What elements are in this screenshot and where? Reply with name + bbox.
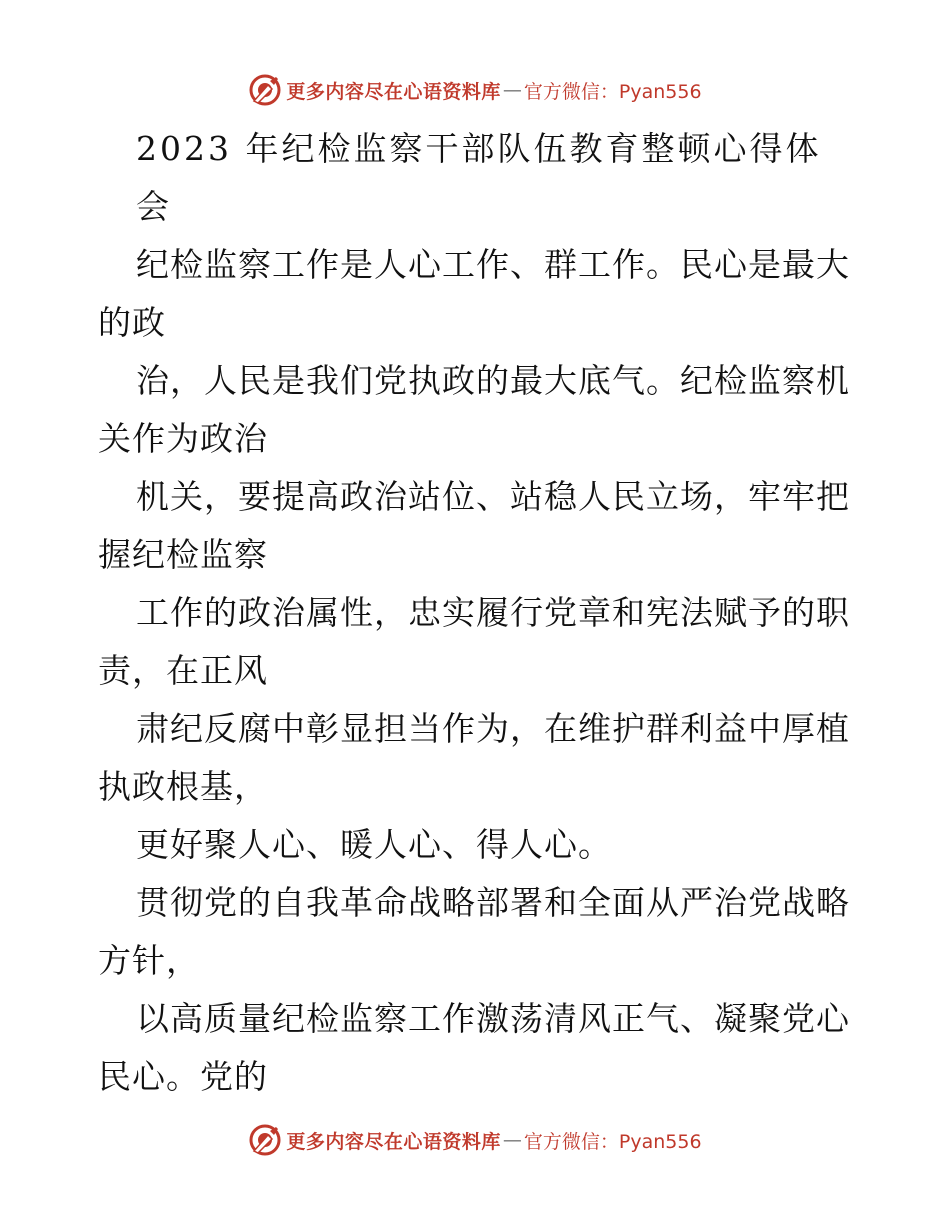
footer-banner <box>0 1120 950 1160</box>
brand-logo-icon <box>248 1123 282 1157</box>
document-text-line: 肃纪反腐中彰显担当作为，在维护群利益中厚植 <box>136 709 850 748</box>
document-text-line: 贯彻党的自我革命战略部署和全面从严治党战略 <box>136 883 850 922</box>
banner-contact-text: 官方微信：Pyan556 <box>523 80 702 103</box>
document-text-line: 执政根基， <box>98 767 268 806</box>
document-text-line: 的政 <box>98 303 166 342</box>
banner-separator: — <box>502 1129 522 1151</box>
banner-brand-text: 更多内容尽在心语资料库 <box>286 80 501 103</box>
document-text-line: 方针， <box>98 941 200 980</box>
document-text-line: 更好聚人心、暖人心、得人心。 <box>136 825 612 864</box>
banner-brand-text: 更多内容尽在心语资料库 <box>286 1130 501 1153</box>
brand-logo-icon <box>248 73 282 107</box>
document-text-line: 纪检监察工作是人心工作、群工作。民心是最大 <box>136 245 850 284</box>
document-text-line: 治，人民是我们党执政的最大底气。纪检监察机 <box>136 361 850 400</box>
document-text-line: 民心。党的 <box>98 1057 268 1096</box>
banner-separator: — <box>502 79 522 101</box>
document-body <box>98 120 858 1106</box>
document-text-line: 责，在正风 <box>98 651 268 690</box>
header-banner <box>0 70 950 110</box>
document-text-line: 会 <box>136 187 170 226</box>
document-text-line: 机关，要提高政治站位、站稳人民立场，牢牢把 <box>136 477 850 516</box>
document-text-line: 以高质量纪检监察工作激荡清风正气、凝聚党心 <box>136 999 850 1038</box>
document-text-line: 握纪检监察 <box>98 535 268 574</box>
document-text-line: 工作的政治属性，忠实履行党章和宪法赋予的职 <box>136 593 850 632</box>
banner-contact-text: 官方微信：Pyan556 <box>523 1130 702 1153</box>
document-title-line: 2023 年纪检监察干部队伍教育整顿心得体 <box>136 129 822 168</box>
document-text-line: 关作为政治 <box>98 419 268 458</box>
